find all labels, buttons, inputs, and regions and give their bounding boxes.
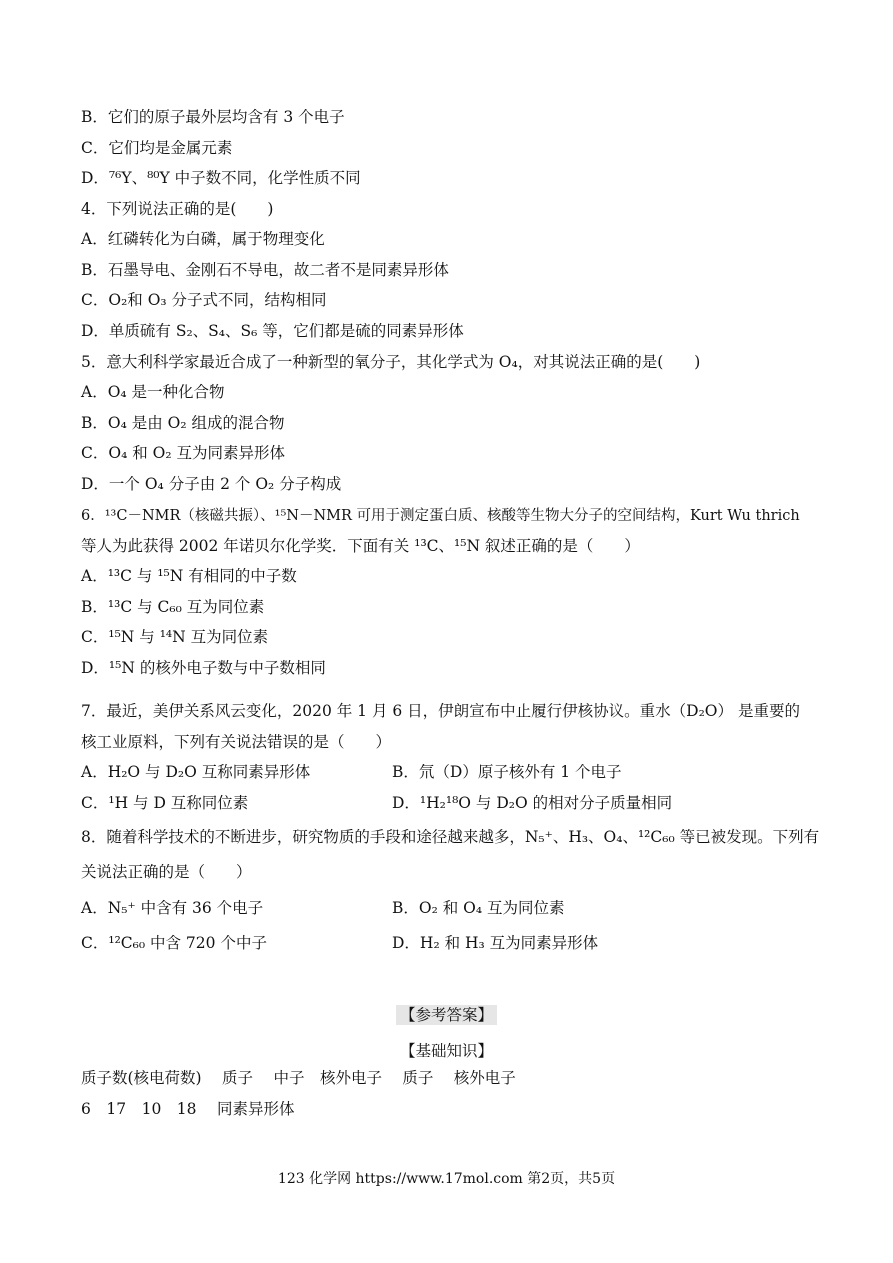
q5-option-b: B．O₄ 是由 O₂ 组成的混合物 [81,414,285,432]
answer-row-1: 质子数(核电荷数) 质子 中子 核外电子 质子 核外电子 [81,1069,516,1087]
q3-option-c: C．它们均是金属元素 [81,139,233,157]
q4-option-c: C．O₂和 O₃ 分子式不同，结构相同 [81,291,327,309]
q7-stem-line1: 7．最近，美伊关系风云变化，2020 年 1 月 6 日，伊朗宣布中止履行伊核协议。重水（D₂O） 是重要的 [81,702,800,720]
q5-option-c: C．O₄ 和 O₂ 互为同素异形体 [81,444,285,462]
q5-stem: 5．意大利科学家最近合成了一种新型的氧分子，其化学式为 O₄，对其说法正确的是( ) [81,353,701,371]
q8-option-d: D．H₂ 和 H₃ 互为同素异形体 [392,934,599,952]
answer-heading-text: 【参考答案】 [396,1005,497,1025]
answer-row-2: 6 17 10 18 同素异形体 [81,1100,295,1118]
q8-option-a: A．N₅⁺ 中含有 36 个电子 [81,899,264,917]
q4-option-d: D．单质硫有 S₂、S₄、S₆ 等，它们都是硫的同素异形体 [81,322,464,340]
q7-option-a: A．H₂O 与 D₂O 互称同素异形体 [81,763,311,781]
q8-option-b: B．O₂ 和 O₄ 互为同位素 [392,899,565,917]
q7-option-b: B．氘（D）原子核外有 1 个电子 [392,763,622,781]
q4-option-b: B．石墨导电、金刚石不导电，故二者不是同素异形体 [81,261,449,279]
q7-option-d: D．¹H₂¹⁸O 与 D₂O 的相对分子质量相同 [392,794,673,812]
q7-stem-line2: 核工业原料，下列有关说法错误的是（ ） [81,733,392,751]
q8-stem-line1: 8．随着科学技术的不断进步，研究物质的手段和途径越来越多，N₅⁺、H₃、O₄、¹²C₆₀ 等已被发现。下列有 [81,828,820,846]
q4-stem: 4．下列说法正确的是( ) [81,200,274,218]
q6-option-b: B．¹³C 与 C₆₀ 互为同位素 [81,598,265,616]
q6-option-d: D．¹⁵N 的核外电子数与中子数相同 [81,659,326,677]
q8-stem-line2: 关说法正确的是（ ） [81,863,252,881]
q3-option-d: D．⁷⁶Y、⁸⁰Y 中子数不同，化学性质不同 [81,169,361,187]
q6-option-c: C．¹⁵N 与 ¹⁴N 互为同位素 [81,628,269,646]
q4-option-a: A．红磷转化为白磷，属于物理变化 [81,230,325,248]
q6-stem-line2: 等人为此获得 2002 年诺贝尔化学奖．下面有关 ¹³C、¹⁵N 叙述正确的是（ ） [81,537,640,555]
q6-stem-line1: 6．¹³C－NMR（核磁共振）、¹⁵N－NMR 可用于测定蛋白质、核酸等生物大分子的空间结构，Kurt Wu thrich [81,508,800,524]
q6-option-a: A．¹³C 与 ¹⁵N 有相同的中子数 [81,567,297,585]
basic-knowledge-heading: 【基础知识】 [399,1042,493,1060]
answer-heading [0,1005,893,1025]
q7-option-c: C．¹H 与 D 互称同位素 [81,794,249,812]
q5-option-d: D．一个 O₄ 分子由 2 个 O₂ 分子构成 [81,475,342,493]
page-footer: 123 化学网 https://www.17mol.com 第2页，共5页 [277,1171,616,1187]
q8-option-c: C．¹²C₆₀ 中含 720 个中子 [81,934,267,952]
q5-option-a: A．O₄ 是一种化合物 [81,383,225,401]
q3-option-b: B．它们的原子最外层均含有 3 个电子 [81,108,345,126]
